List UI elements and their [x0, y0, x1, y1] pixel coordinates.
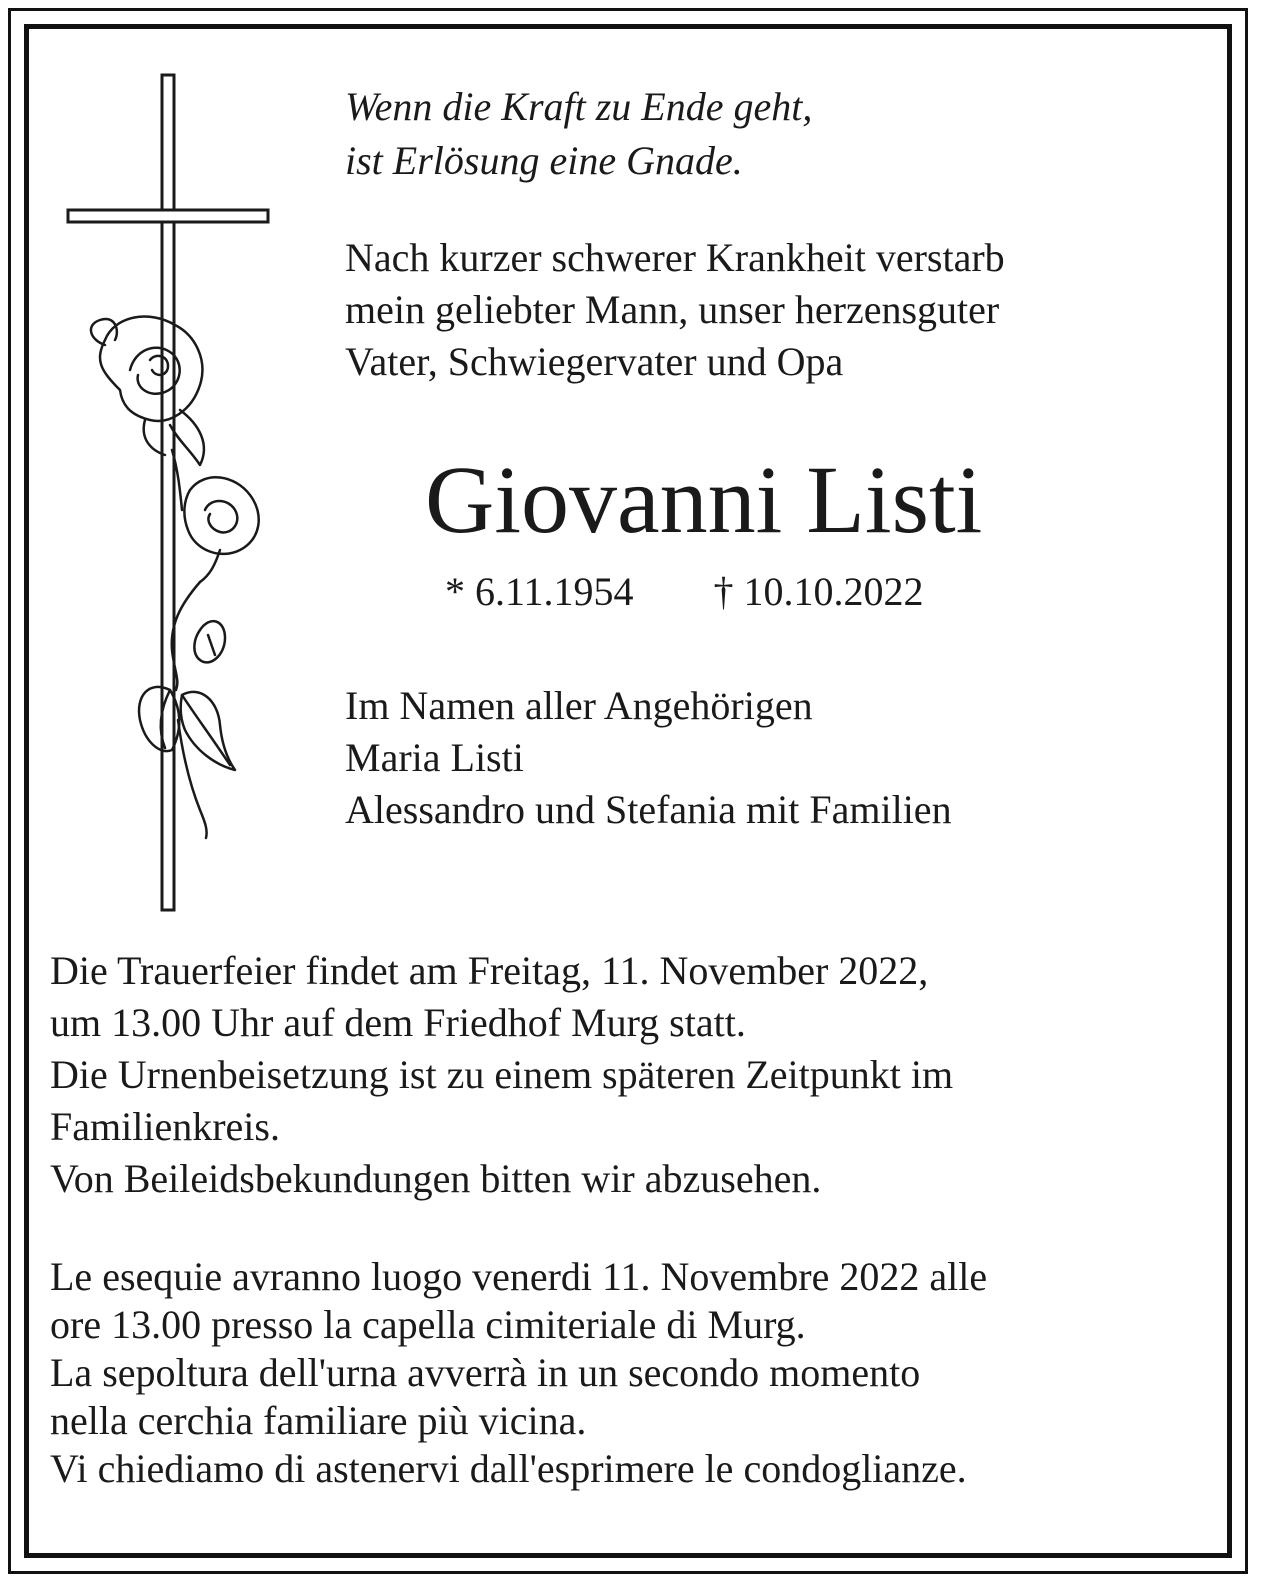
mourners-line: Alessandro und Stefania mit Familien	[345, 787, 952, 832]
announcement-line: Nach kurzer schwerer Krankheit verstarb	[345, 235, 1005, 280]
death-date: † 10.10.2022	[713, 569, 924, 614]
mourners-line: Maria Listi	[345, 735, 524, 780]
announcement-line: mein geliebter Mann, unser herzensguter	[345, 287, 1000, 332]
life-dates	[445, 566, 924, 618]
notice-line: nella cerchia familiare più vicina.	[50, 1398, 587, 1443]
notice-line: Die Urnenbeisetzung ist zu einem späteren Zeitpunkt im	[50, 1052, 954, 1097]
birth-date: * 6.11.1954	[445, 569, 634, 614]
notice-line: um 13.00 Uhr auf dem Friedhof Murg statt.	[50, 1000, 746, 1045]
notice-line: ore 13.00 presso la capella cimiteriale di Murg.	[50, 1302, 806, 1347]
death-announcement	[345, 232, 1005, 388]
notice-line: Vi chiediamo di astenervi dall'esprimere le condoglianze.	[50, 1446, 967, 1491]
motto-line: ist Erlösung eine Gnade.	[345, 138, 743, 183]
motto-line: Wenn die Kraft zu Ende geht,	[345, 84, 813, 129]
notice-line: Von Beileidsbekundungen bitten wir abzusehen.	[50, 1156, 822, 1201]
notice-line: Familienkreis.	[50, 1104, 280, 1149]
announcement-line: Vater, Schwiegervater und Opa	[345, 339, 844, 384]
italian-funeral-notice	[50, 1253, 987, 1493]
notice-line: Die Trauerfeier findet am Freitag, 11. November 2022,	[50, 948, 929, 993]
german-funeral-notice	[50, 945, 953, 1205]
cross-with-roses-icon	[60, 70, 280, 924]
deceased-name: Giovanni Listi	[425, 446, 983, 553]
notice-line: Le esequie avranno luogo venerdi 11. Novembre 2022 alle	[50, 1254, 988, 1299]
notice-line: La sepoltura dell'urna avverrà in un secondo momento	[50, 1350, 921, 1395]
mourners-line: Im Namen aller Angehörigen	[345, 683, 813, 728]
motto-verse	[345, 80, 812, 188]
mourners-block	[345, 680, 952, 836]
